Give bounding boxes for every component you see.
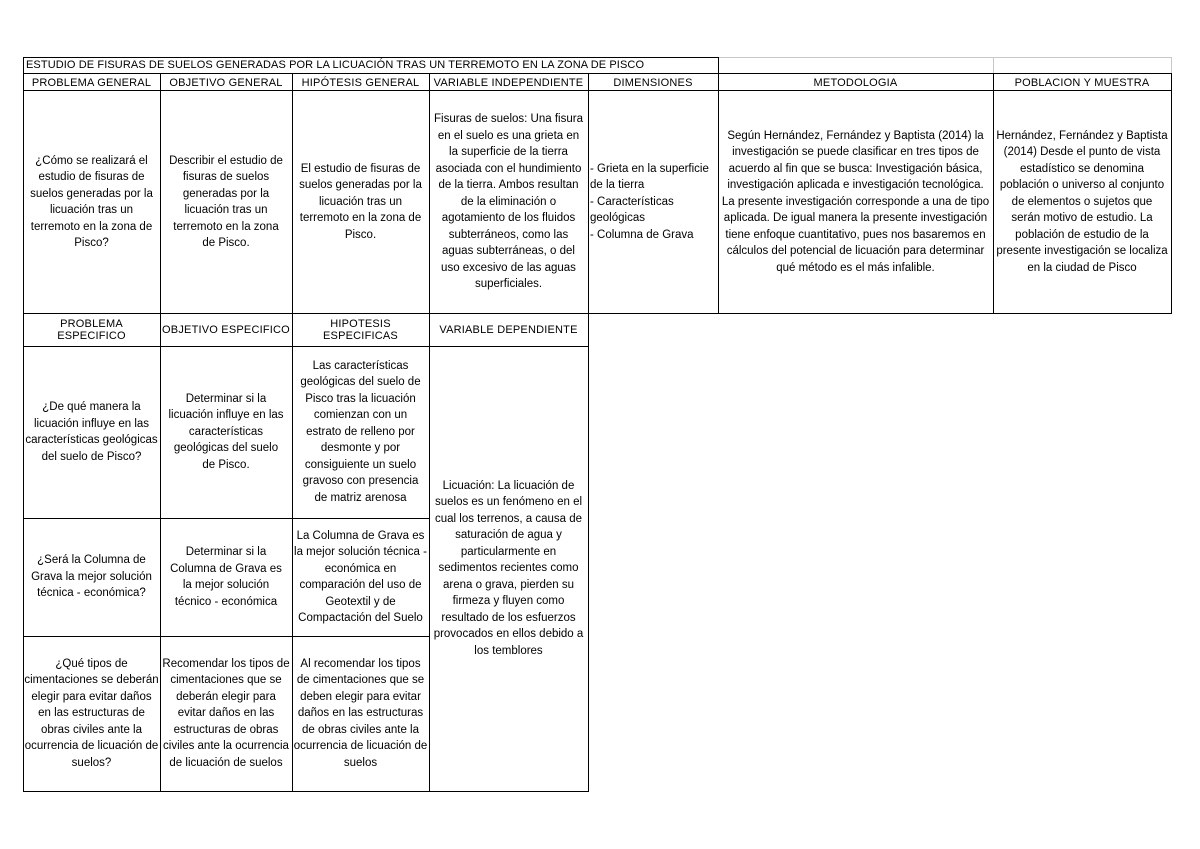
document-title: ESTUDIO DE FISURAS DE SUELOS GENERADAS POR LA LICUACIÓN TRAS UN TERREMOTO EN LA ZONA DE PISCO xyxy=(26,59,645,71)
general-variable-independiente: Fisuras de suelos: Una fisura en el suelo es una grieta en la superficie de la tierra asociada con el hundimiento de la tierra. Ambos resultan de la eliminación o agotamiento de los fluidos subterráneos, como las aguas subterráneas, o del uso excesivo de las aguas superficiales. xyxy=(434,113,583,291)
general-poblacion: Hernández, Fernández y Baptista (2014) Desde el punto de vista estadístico se denomina población o universo al conjunto de elementos o sujetos que serán motivo de estudio. La población de estudio de la presente investigación se localiza en la ciudad de Pisco xyxy=(996,129,1168,274)
specific-objetivo-2: Determinar si la Columna de Grava es la mejor solución técnico - económica xyxy=(170,546,282,608)
general-metodologia: Según Hernández, Fernández y Baptista (2014) la investigación se puede clasificar en tres tipos de acuerdo al fin que se busca: Investigación básica, investigación aplicada e investigación tecnológica. La presente investigación corresponde a una de tipo aplicada. De igual manera la presente investigación tiene enfoque cuantitativo, pues nos basaremos en cálculos del potencial de licuación para determinar qué método es el más infalible. xyxy=(721,129,990,274)
specific-objetivo-3: Recomendar los tipos de cimentaciones que se deberán elegir para evitar daños en las estructuras de obras civiles ante la ocurrencia de licuación de suelos xyxy=(162,657,290,769)
header-problema-general: PROBLEMA GENERAL xyxy=(31,76,152,89)
specific-hipotesis-3: Al recomendar los tipos de cimentaciones que se deben elegir para evitar daños en las estructuras de obras civiles ante la ocurrencia de licuación de suelos xyxy=(293,657,428,769)
header-problema-especifico: PROBLEMA ESPECIFICO xyxy=(57,317,126,342)
header-metodologia: METODOLOGIA xyxy=(813,76,898,89)
specific-problema-2: ¿Será la Columna de Grava la mejor solución técnica - económica? xyxy=(31,554,152,600)
specific-problema-3: ¿Qué tipos de cimentaciones se deberán elegir para evitar daños en las estructuras de obras civiles ante la ocurrencia de licuación de suelos? xyxy=(24,657,159,769)
general-hipotesis: El estudio de fisuras de suelos generadas por la licuación tras un terremoto en la zona de Pisco. xyxy=(299,162,422,241)
header-hipotesis-especificas: HIPOTESIS ESPECIFICAS xyxy=(323,317,398,342)
specific-hipotesis-2: La Columna de Grava es la mejor solución técnica - económica en comparación del uso de Geotextil y de Compactación del Suelo xyxy=(294,529,427,624)
variable-dependiente-text: Licuación: La licuación de suelos es un fenómeno en el cual los terrenos, a causa de saturación de agua y particularmente en sedimentos recientes como arena o grava, pierden su firmeza y fluyen como resultado de los esfuerzos provocados en ellos debido a los temblores xyxy=(433,479,584,657)
general-problema: ¿Cómo se realizará el estudio de fisuras de suelos generadas por la licuación tras un terremoto en la zona de Pisco? xyxy=(30,154,153,249)
specific-problema-1: ¿De qué manera la licuación influye en las características geológicas del suelo de Pisco? xyxy=(25,401,158,463)
header-objetivo-general: OBJETIVO GENERAL xyxy=(169,76,283,89)
general-dimensiones xyxy=(588,91,718,313)
header-poblacion-muestra: POBLACION Y MUESTRA xyxy=(1014,76,1150,89)
specific-objetivo-1: Determinar si la licuación influye en las características geológicas del suelo de Pisco. xyxy=(168,392,284,471)
header-objetivo-especifico: OBJETIVO ESPECIFICO xyxy=(162,323,290,336)
dimension-item: - Columna de Grava xyxy=(590,228,694,241)
general-objetivo: Describir el estudio de fisuras de suelos generadas por la licuación tras un terremoto en la zona de Pisco. xyxy=(169,154,283,249)
header-dimensiones: DIMENSIONES xyxy=(613,76,693,89)
header-variable-dependiente: VARIABLE DEPENDIENTE xyxy=(439,323,578,336)
header-variable-independiente: VARIABLE INDEPENDIENTE xyxy=(433,76,584,89)
dimension-item: - Grieta en la superficie de la tierra xyxy=(590,162,709,192)
specific-hipotesis-1: Las características geológicas del suelo de Pisco tras la licuación comienzan con un estrato de relleno por desmonte y por consiguiente un suelo gravoso con presencia de matriz arenosa xyxy=(300,359,421,504)
dimension-item: - Características geológicas xyxy=(590,195,674,225)
header-hipotesis-general: HIPÓTESIS GENERAL xyxy=(301,76,420,89)
